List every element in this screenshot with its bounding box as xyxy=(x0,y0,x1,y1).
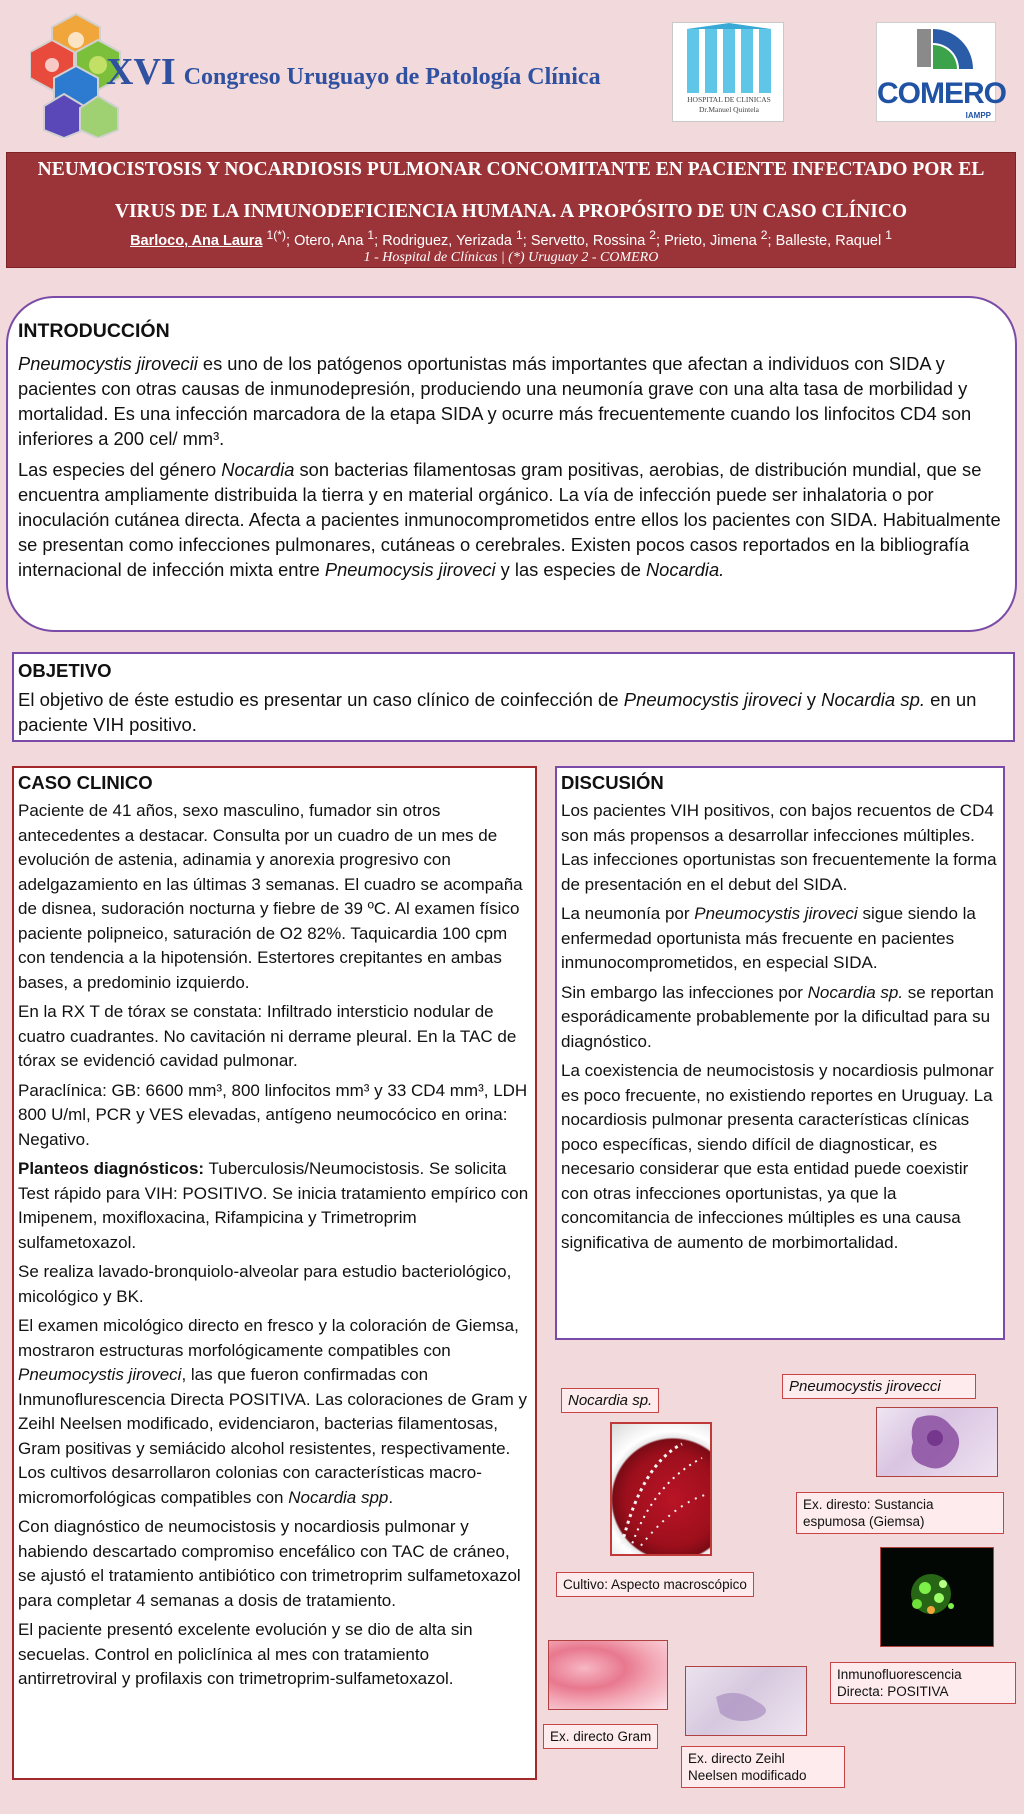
congress-title xyxy=(106,50,666,100)
clinical-case-section xyxy=(12,766,537,1780)
discussion-paragraph: La coexistencia de neumocistosis y nocardiosis pulmonar es poco frecuente, no existiendo reportes en Uruguay. La nocardiosis pulmonar presenta características clínicas poco específicas, siendo difícil de diagnosticar, es necesario considerar que esta entidad puede coexistir con otras infecciones oportunistas, ya que la concomitancia de infecciones múltiples es una causa significativa de aumento de morbimortalidad. xyxy=(561,1061,994,1252)
immunofluorescence-image xyxy=(880,1547,994,1647)
giemsa-image xyxy=(876,1407,998,1477)
introduction-paragraph-1 xyxy=(18,351,1005,451)
species-name: Nocardia sp. xyxy=(807,982,904,1002)
culture-caption: Cultivo: Aspecto macroscópico xyxy=(556,1572,754,1597)
species-name: Pneumocystis jiroveci xyxy=(623,689,802,710)
genus-name: Nocardia. xyxy=(645,559,725,580)
genus-name: Nocardia spp xyxy=(288,1487,389,1507)
paragraph-text: El examen micológico directo en fresco y la coloración de Giemsa, mostraron estructuras morfológicamente compatibles con xyxy=(18,1316,519,1360)
paragraph-text: y las especies de xyxy=(495,559,646,580)
title-banner xyxy=(6,152,1016,268)
paragraph-text: , las que fueron confirmadas con Inmunoflurescencia Directa POSITIVA. Las coloraciones de Gram y Zeihl Neelsen modificado, evidenciaron, bacterias filamentosas, Gram positivas y semiácido alcohol resistentes, respectivamente. Los cultivos desarrollaron colonias con características macro-micromorfológicas compatibles con xyxy=(18,1365,527,1507)
ziehl-neelsen-caption: Ex. directo Zeihl Neelsen modificado xyxy=(681,1746,845,1788)
hospital-clinicas-logo xyxy=(672,22,784,122)
comero-logo xyxy=(876,22,1006,122)
paragraph-text: El objetivo de éste estudio es presentar un caso clínico de coinfección de xyxy=(18,689,624,710)
paragraph-text: Las especies del género xyxy=(18,459,222,480)
objective-section xyxy=(12,652,1015,742)
species-name: Pneumocystis jiroveci xyxy=(18,1365,182,1384)
comero-logo-text: COMERO xyxy=(877,77,1006,110)
paragraph-text: es uno de los patógenos oportunistas más importantes que afectan a individuos con SIDA y pacientes con otras causas de inmunodepresión, produciendo una neumonía grave con una alta tasa de morbilidad y mortalidad. Es una infección marcadora de la etapa SIDA y ocurre más frecuentemente cuando los linfocitos CD4 son inferiores a 200 cel/ mm³. xyxy=(18,353,972,449)
author-name: Otero, Ana xyxy=(294,232,364,249)
immunofluorescence-caption: Inmunofluorescencia Directa: POSITIVA xyxy=(830,1662,1016,1704)
gram-stain-image xyxy=(548,1640,668,1710)
species-name: Pneumocystis jiroveci xyxy=(694,904,858,923)
paragraph-text: . xyxy=(388,1487,394,1507)
author-affiliation-mark: 1 xyxy=(516,228,523,242)
introduction-heading: INTRODUCCIÓN xyxy=(18,320,170,342)
hospital-logo-line1: HOSPITAL DE CLINICAS xyxy=(687,95,771,104)
paragraph-text: se reportan esporádicamente probablemente por la dificultad para su diagnóstico. xyxy=(561,982,994,1051)
paragraph-text: Tuberculosis/Neumocistosis. Se solicita Test rápido para VIH: POSITIVO. Se inicia tratamiento empírico con Imipenem, moxifloxacina, Rifampicina y Trimetroprim sulfametoxazol. xyxy=(18,1159,529,1252)
objective-text xyxy=(18,687,1009,737)
objective-heading: OBJETIVO xyxy=(18,660,112,681)
clinical-case-paragraph: Con diagnóstico de neumocistosis y nocardiosis pulmonar y habiendo descartado compromiso encefálico con TAC de cráneo, se ajustó el tratamiento antibiótico con trimetroprim sulfametoxazol para completar 4 semanas a dosis de tratamiento. xyxy=(18,1517,521,1610)
ziehl-neelsen-image xyxy=(685,1666,807,1736)
discussion-section xyxy=(555,766,1005,1340)
author-list: Barloco, Ana Laura $^{1(*)}$; Otero, Ana $^1$; Rodriguez, Yerizada $^1$; Servetto, Rossina $^2$; Prieto, Jimena $^2$; Balleste, Raquel $^1$ xyxy=(130,228,892,249)
paragraph-text: son bacterias filamentosas gram positivas, aerobias, de distribución mundial, que se encuentra ampliamente distribuida la tierra y en material orgánico. La vía de infección puede ser inhalatoria o por inoculación cutánea directa. Afecta a pacientes inmunocomprometidos entre ellos los pacientes con SIDA. Habitualmente se presentan como infecciones pulmonares, cutáneas o cerebrales. Existen pocos casos reportados en la bibliografía internacional de infección mixta entre xyxy=(18,459,1001,580)
pneumocystis-label: Pneumocystis jirovecci xyxy=(782,1374,976,1399)
clinical-case-paragraph: El paciente presentó excelente evolución y se dio de alta sin secuelas. Control en policlínica al mes con tratamiento antirretroviral y profilaxis con trimetroprim-sulfametoxazol. xyxy=(18,1620,473,1688)
bold-label: Planteos diagnósticos: xyxy=(18,1159,205,1178)
poster-title-line1: NEUMOCISTOSIS Y NOCARDIOSIS PULMONAR CONCOMITANTE EN PACIENTE INFECTADO POR EL xyxy=(37,159,985,180)
discussion-paragraph xyxy=(561,902,999,976)
paragraph-text: Sin embargo las infecciones por xyxy=(561,982,808,1002)
clinical-case-paragraph xyxy=(18,1157,531,1255)
poster-title-line2: VIRUS DE LA INMUNODEFICIENCIA HUMANA. A PROPÓSITO DE UN CASO CLÍNICO xyxy=(114,201,908,222)
author-name: Servetto, Rossina xyxy=(530,232,646,249)
discussion-paragraph: Los pacientes VIH positivos, con bajos recuentos de CD4 son más propensos a desarrollar infecciones múltiples. Las infecciones oportunistas son frecuentemente la forma de presentación en el debut del SIDA. xyxy=(561,801,997,894)
congress-name: Congreso Uruguayo de Patología Clínica xyxy=(183,64,601,90)
author-name: Prieto, Jimena xyxy=(664,232,757,249)
paragraph-text: sigue siendo la enfermedad oportunista más frecuente en pacientes inmunocomprometidos, en especial SIDA. xyxy=(561,904,976,972)
discussion-heading: DISCUSIÓN xyxy=(561,772,664,793)
congress-number: XVI xyxy=(106,51,176,93)
discussion-paragraph xyxy=(561,981,999,1055)
paragraph-text: La neumonía por xyxy=(561,904,695,923)
paragraph-text: en un paciente VIH positivo. xyxy=(18,689,977,735)
author-affiliation-mark: 1 xyxy=(367,228,375,242)
clinical-case-paragraph: Paraclínica: GB: 6600 mm³, 800 linfocitos mm³ y 33 CD4 mm³, LDH 800 U/ml, PCR y VES elevadas, antígeno neumocócico en orina: Negativo. xyxy=(18,1080,528,1149)
author-name: Rodriguez, Yerizada xyxy=(382,232,512,249)
giemsa-caption: Ex. diresto: Sustancia espumosa (Giemsa) xyxy=(796,1492,1004,1534)
author-affiliation-mark: 2 xyxy=(760,228,768,242)
gram-caption: Ex. directo Gram xyxy=(543,1724,658,1749)
author-name: Balleste, Raquel xyxy=(775,232,882,249)
nocardia-label: Nocardia sp. xyxy=(561,1388,659,1413)
clinical-case-paragraph: En la RX T de tórax se constata: Infiltrado intersticio nodular de cuatro cuadrantes. No cavitación ni derrame pleural. En la TAC de tórax se evidenció cavidad pulmonar. xyxy=(18,1002,517,1070)
author-affiliation-mark: 2 xyxy=(649,228,657,242)
genus-name: Nocardia xyxy=(221,459,295,480)
presenting-author: Barloco, Ana Laura xyxy=(130,232,263,249)
presenter-affiliation-mark: 1(*) xyxy=(266,228,286,242)
species-name: Pneumocystis jirovecii xyxy=(18,353,198,374)
paragraph-text: y xyxy=(801,689,822,710)
hospital-logo-line2: Dr.Manuel Quintela xyxy=(699,105,759,114)
author-affiliation-mark: 1 xyxy=(885,228,892,242)
clinical-case-heading: CASO CLINICO xyxy=(18,772,153,793)
nocardia-culture-image xyxy=(610,1422,712,1556)
introduction-paragraph-2 xyxy=(18,457,1005,582)
species-name: Nocardia sp. xyxy=(821,689,925,710)
clinical-case-paragraph: Paciente de 41 años, sexo masculino, fumador sin otros antecedentes a destacar. Consulta por un cuadro de un mes de evolución de astenia, adinamia y anorexia progresivo con adelgazamiento en las últimas 3 semanas. El cuadro se acompaña de disnea, sudoración nocturna y fiebre de 39 ºC. Al examen físico paciente polipneico, saturación de O2 82%. Taquicardia 100 cpm con tendencia a la hipotensión. Estertores crepitantes en ambas bases, a predominio izquierdo. xyxy=(18,801,523,992)
comero-logo-sub: IAMPP xyxy=(965,111,991,120)
affiliations: 1 - Hospital de Clínicas | (*) Uruguay 2 - COMERO xyxy=(363,249,659,265)
introduction-section xyxy=(6,296,1017,632)
species-name: Pneumocysis jiroveci xyxy=(324,559,496,580)
clinical-case-paragraph xyxy=(18,1314,531,1510)
clinical-case-paragraph: Se realiza lavado-bronquiolo-alveolar para estudio bacteriológico, micológico y BK. xyxy=(18,1262,512,1306)
